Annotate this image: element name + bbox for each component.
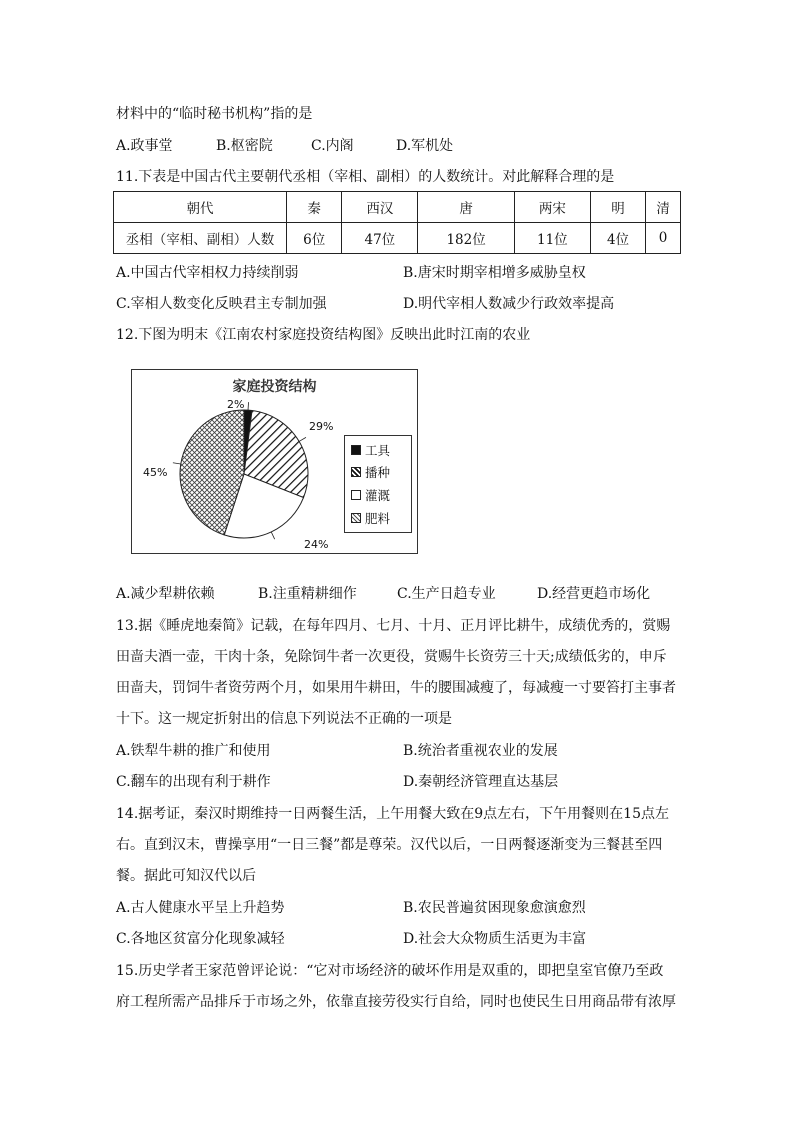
table-cell: 47位 xyxy=(342,223,418,254)
legend-swatch-solid xyxy=(351,445,361,455)
q13-option-d: D.秦朝经济管理直达基层 xyxy=(403,774,559,790)
q12-stem: 12.下图为明末《江南农村家庭投资结构图》反映出此时江南的农业 xyxy=(116,327,531,343)
data-label-sowing: 29% xyxy=(309,420,334,433)
q10-option-a: A.政事堂 xyxy=(116,138,173,154)
q14-line-1: 14.据考证，秦汉时期维持一日两餐生活，上午用餐大致在9点左右，下午用餐则在15点左 xyxy=(116,806,669,822)
q14-line-2: 右。直到汉末，曹操享用“一日三餐”都是尊荣。汉代以后，一日两餐逐渐变为三餐甚至四 xyxy=(116,837,663,853)
q10-option-b: B.枢密院 xyxy=(216,138,273,154)
legend-label: 灌溉 xyxy=(365,488,391,503)
q12-option-c: C.生产日趋专业 xyxy=(397,586,496,602)
table-cell: 182位 xyxy=(418,223,515,254)
q14-option-c: C.各地区贫富分化现象减轻 xyxy=(116,931,285,947)
q10-option-d: D.军机处 xyxy=(396,138,454,154)
table-header-cell: 西汉 xyxy=(342,192,418,223)
legend-swatch-cross xyxy=(351,513,361,523)
table-cell: 丞相（宰相、副相）人数 xyxy=(114,223,287,254)
data-label-fertilizer: 45% xyxy=(143,466,168,479)
legend-item-irrigation xyxy=(351,485,390,505)
dynasty-chancellor-table xyxy=(113,191,681,254)
q14-option-a: A.古人健康水平呈上升趋势 xyxy=(116,900,285,916)
q10-option-c: C.内阁 xyxy=(311,138,354,154)
table-cell: 0 xyxy=(646,223,681,254)
data-label-irrigation: 24% xyxy=(304,538,329,551)
q15-line-2: 府工程所需产品排斥于市场之外，依靠直接劳役实行自给，同时也使民生日用商品带有浓厚 xyxy=(116,994,676,1010)
legend-swatch-white xyxy=(351,490,361,500)
q14-option-d: D.社会大众物质生活更为丰富 xyxy=(403,931,587,947)
q13-line-1: 13.据《睡虎地秦简》记载，在每年四月、七月、十月、正月评比耕牛，成绩优秀的，赏赐 xyxy=(116,618,671,634)
chart-legend xyxy=(344,435,412,533)
table-header-cell: 清 xyxy=(646,192,681,223)
q13-line-3: 田啬夫，罚饲牛者资劳两个月，如果用牛耕田，牛的腰围减瘦了，每减瘦一寸要笞打主事者 xyxy=(116,680,676,696)
q13-option-a: A.铁犁牛耕的推广和使用 xyxy=(116,743,271,759)
legend-item-fertilizer xyxy=(351,508,390,528)
leader-line-3 xyxy=(173,463,181,464)
q13-line-2: 田啬夫酒一壶，干肉十条，免除饲牛者一次更役，赏赐牛长资劳三十天;成绩低劣的，申斥 xyxy=(116,649,667,665)
q11-stem: 11.下表是中国古代主要朝代丞相（宰相、副相）的人数统计。对此解释合理的是 xyxy=(116,169,615,185)
q12-option-d: D.经营更趋市场化 xyxy=(537,586,651,602)
legend-item-tools xyxy=(351,440,390,460)
q13-option-b: B.统治者重视农业的发展 xyxy=(403,743,558,759)
legend-label: 工具 xyxy=(365,443,391,458)
leader-line-1 xyxy=(299,437,306,441)
q11-option-d: D.明代宰相人数减少行政效率提高 xyxy=(403,296,615,312)
table-header-cell: 明 xyxy=(590,192,645,223)
q12-option-a: A.减少犁耕依赖 xyxy=(116,586,215,602)
table-cell: 6位 xyxy=(287,223,342,254)
q14-line-3: 餐。据此可知汉代以后 xyxy=(116,868,256,884)
q14-option-b: B.农民普遍贫困现象愈演愈烈 xyxy=(403,900,586,916)
table-cell: 11位 xyxy=(514,223,590,254)
q13-line-4: 十下。这一规定折射出的信息下列说法不正确的一项是 xyxy=(116,711,452,727)
q10-stem: 材料中的“临时秘书机构”指的是 xyxy=(116,106,313,122)
table-header-cell: 朝代 xyxy=(114,192,287,223)
table-row xyxy=(114,192,681,223)
legend-label: 播种 xyxy=(365,465,391,480)
q11-option-c: C.宰相人数变化反映君主专制加强 xyxy=(116,296,327,312)
table-header-cell: 秦 xyxy=(287,192,342,223)
q13-option-c: C.翻车的出现有利于耕作 xyxy=(116,774,271,790)
table-cell: 4位 xyxy=(590,223,645,254)
investment-pie-chart xyxy=(131,369,418,554)
table-header-cell: 两宋 xyxy=(514,192,590,223)
table-row xyxy=(114,223,681,254)
q15-line-1: 15.历史学者王家范曾评论说：“它对市场经济的破坏作用是双重的，即把皇室官僚乃至政 xyxy=(116,963,664,979)
data-label-tools: 2% xyxy=(227,398,245,411)
legend-swatch-diagonal xyxy=(351,467,361,477)
leader-line-2 xyxy=(271,532,274,539)
q11-option-b: B.唐宋时期宰相增多威胁皇权 xyxy=(403,265,586,281)
chart-title: 家庭投资结构 xyxy=(232,379,317,395)
leader-line-0 xyxy=(248,402,249,410)
q12-option-b: B.注重精耕细作 xyxy=(258,586,357,602)
q11-option-a: A.中国古代宰相权力持续削弱 xyxy=(116,265,299,281)
legend-label: 肥料 xyxy=(365,511,391,526)
legend-item-sowing xyxy=(351,462,390,482)
table-header-cell: 唐 xyxy=(418,192,515,223)
